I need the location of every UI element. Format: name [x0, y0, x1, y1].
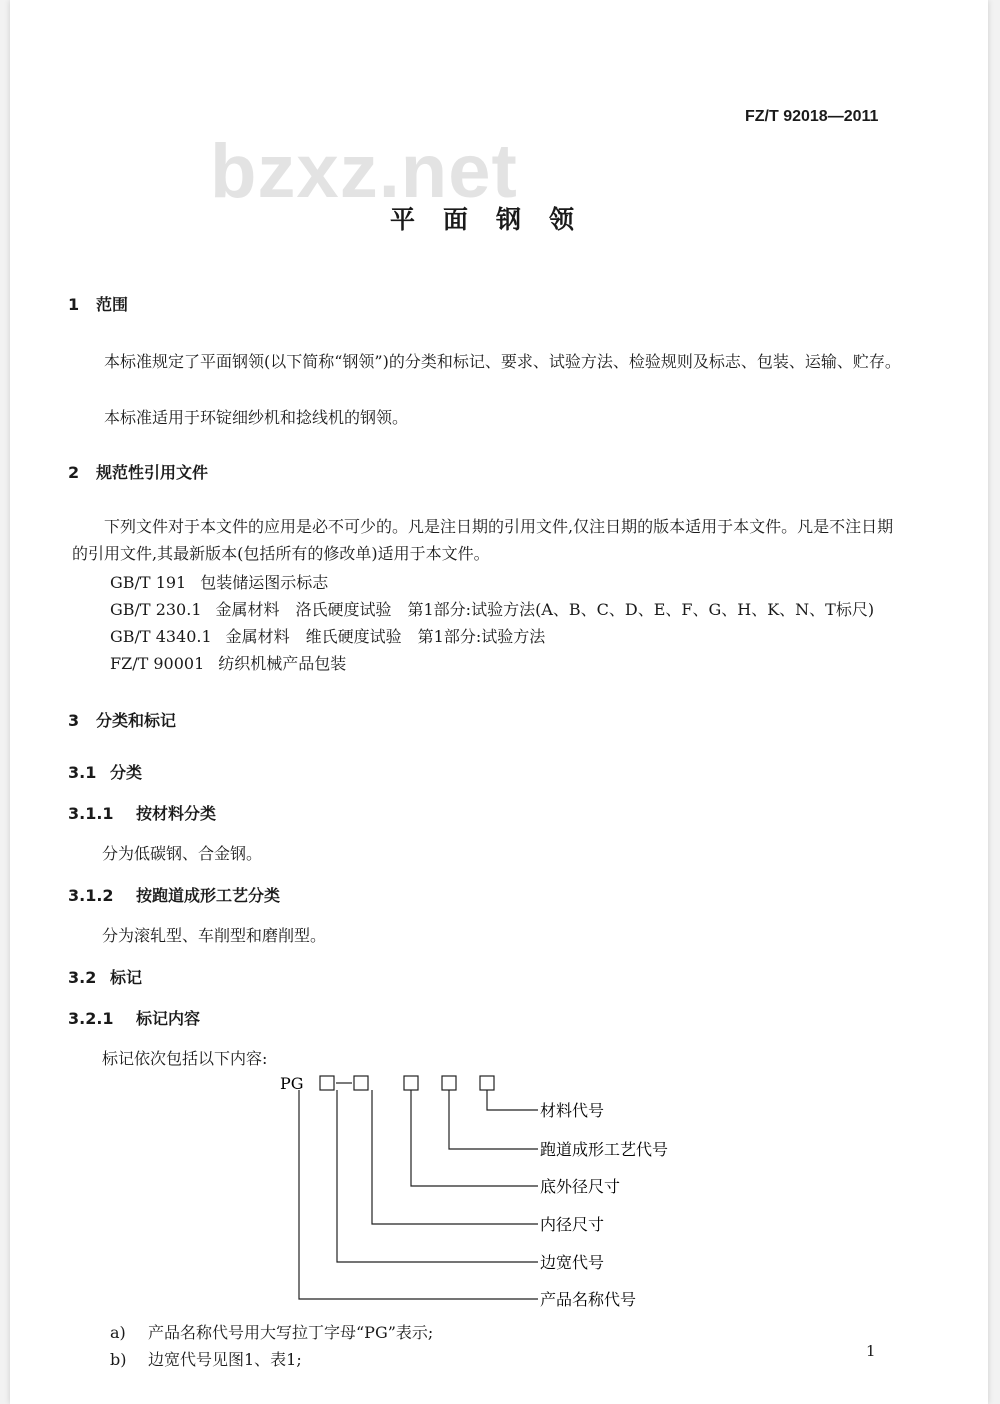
- standard-number: FZ/T 92018—2011: [745, 108, 879, 125]
- marking-diagram: [280, 1072, 720, 1312]
- section-3-1-1-heading: 3.1.1 按材料分类: [68, 804, 217, 823]
- section-3-1-2-text: 分为滚轧型、车削型和磨削型。: [102, 926, 327, 945]
- list-item: b) 边宽代号见图1、表1;: [110, 1350, 302, 1369]
- watermark: bzxz.net: [210, 129, 518, 214]
- section-3-1-1-text: 分为低碳钢、合金钢。: [102, 844, 263, 863]
- list-item: a) 产品名称代号用大写拉丁字母“PG”表示;: [110, 1323, 434, 1342]
- leader-line: [337, 1090, 538, 1262]
- code-box: [320, 1076, 334, 1090]
- reference-item: GB/T 191 包装储运图示标志: [110, 573, 329, 592]
- leader-line: [487, 1090, 538, 1110]
- diagram-label-process: 跑道成形工艺代号: [540, 1140, 669, 1159]
- code-box: [404, 1076, 418, 1090]
- reference-item: FZ/T 90001 纺织机械产品包装: [110, 654, 347, 673]
- diagram-prefix: PG: [280, 1074, 304, 1093]
- diagram-label-flange-width: 边宽代号: [540, 1253, 605, 1272]
- section-1-heading: 1 范围: [68, 295, 129, 314]
- section-1-para-1: 本标准规定了平面钢领(以下简称“钢领”)的分类和标记、要求、试验方法、检验规则及标志、包装、运输、贮存。: [104, 352, 901, 371]
- diagram-label-product-name: 产品名称代号: [540, 1290, 637, 1309]
- leader-line: [411, 1090, 538, 1186]
- section-2-heading: 2 规范性引用文件: [68, 463, 209, 482]
- document-title: 平面钢领: [390, 205, 603, 234]
- section-3-1-2-heading: 3.1.2 按跑道成形工艺分类: [68, 886, 281, 905]
- code-box: [480, 1076, 494, 1090]
- section-3-2-heading: 3.2 标记: [68, 968, 143, 987]
- reference-item: GB/T 4340.1 金属材料 维氏硬度试验 第1部分:试验方法: [110, 627, 546, 646]
- diagram-label-material: 材料代号: [540, 1101, 605, 1120]
- leader-line: [449, 1090, 538, 1149]
- reference-item: GB/T 230.1 金属材料 洛氏硬度试验 第1部分:试验方法(A、B、C、D、E、F、G、H、K、N、T标尺): [110, 600, 875, 619]
- section-2-para-1: 下列文件对于本文件的应用是必不可少的。凡是注日期的引用文件,仅注日期的版本适用于本文件。凡是不注日期的引用文件,其最新版本(包括所有的修改单)适用于本文件。: [72, 517, 894, 563]
- section-3-1-heading: 3.1 分类: [68, 763, 143, 782]
- section-3-heading: 3 分类和标记: [68, 711, 177, 730]
- leader-line: [299, 1090, 538, 1299]
- code-box: [354, 1076, 368, 1090]
- page-number: 1: [866, 1342, 876, 1360]
- diagram-label-outer-diameter: 底外径尺寸: [540, 1177, 621, 1196]
- document-page: [10, 0, 988, 1404]
- diagram-label-inner-diameter: 内径尺寸: [540, 1215, 605, 1234]
- section-3-2-1-heading: 3.2.1 标记内容: [68, 1009, 201, 1028]
- section-1-para-2: 本标准适用于环锭细纱机和捻线机的钢领。: [104, 408, 409, 427]
- code-box: [442, 1076, 456, 1090]
- section-3-2-1-text: 标记依次包括以下内容:: [102, 1049, 268, 1068]
